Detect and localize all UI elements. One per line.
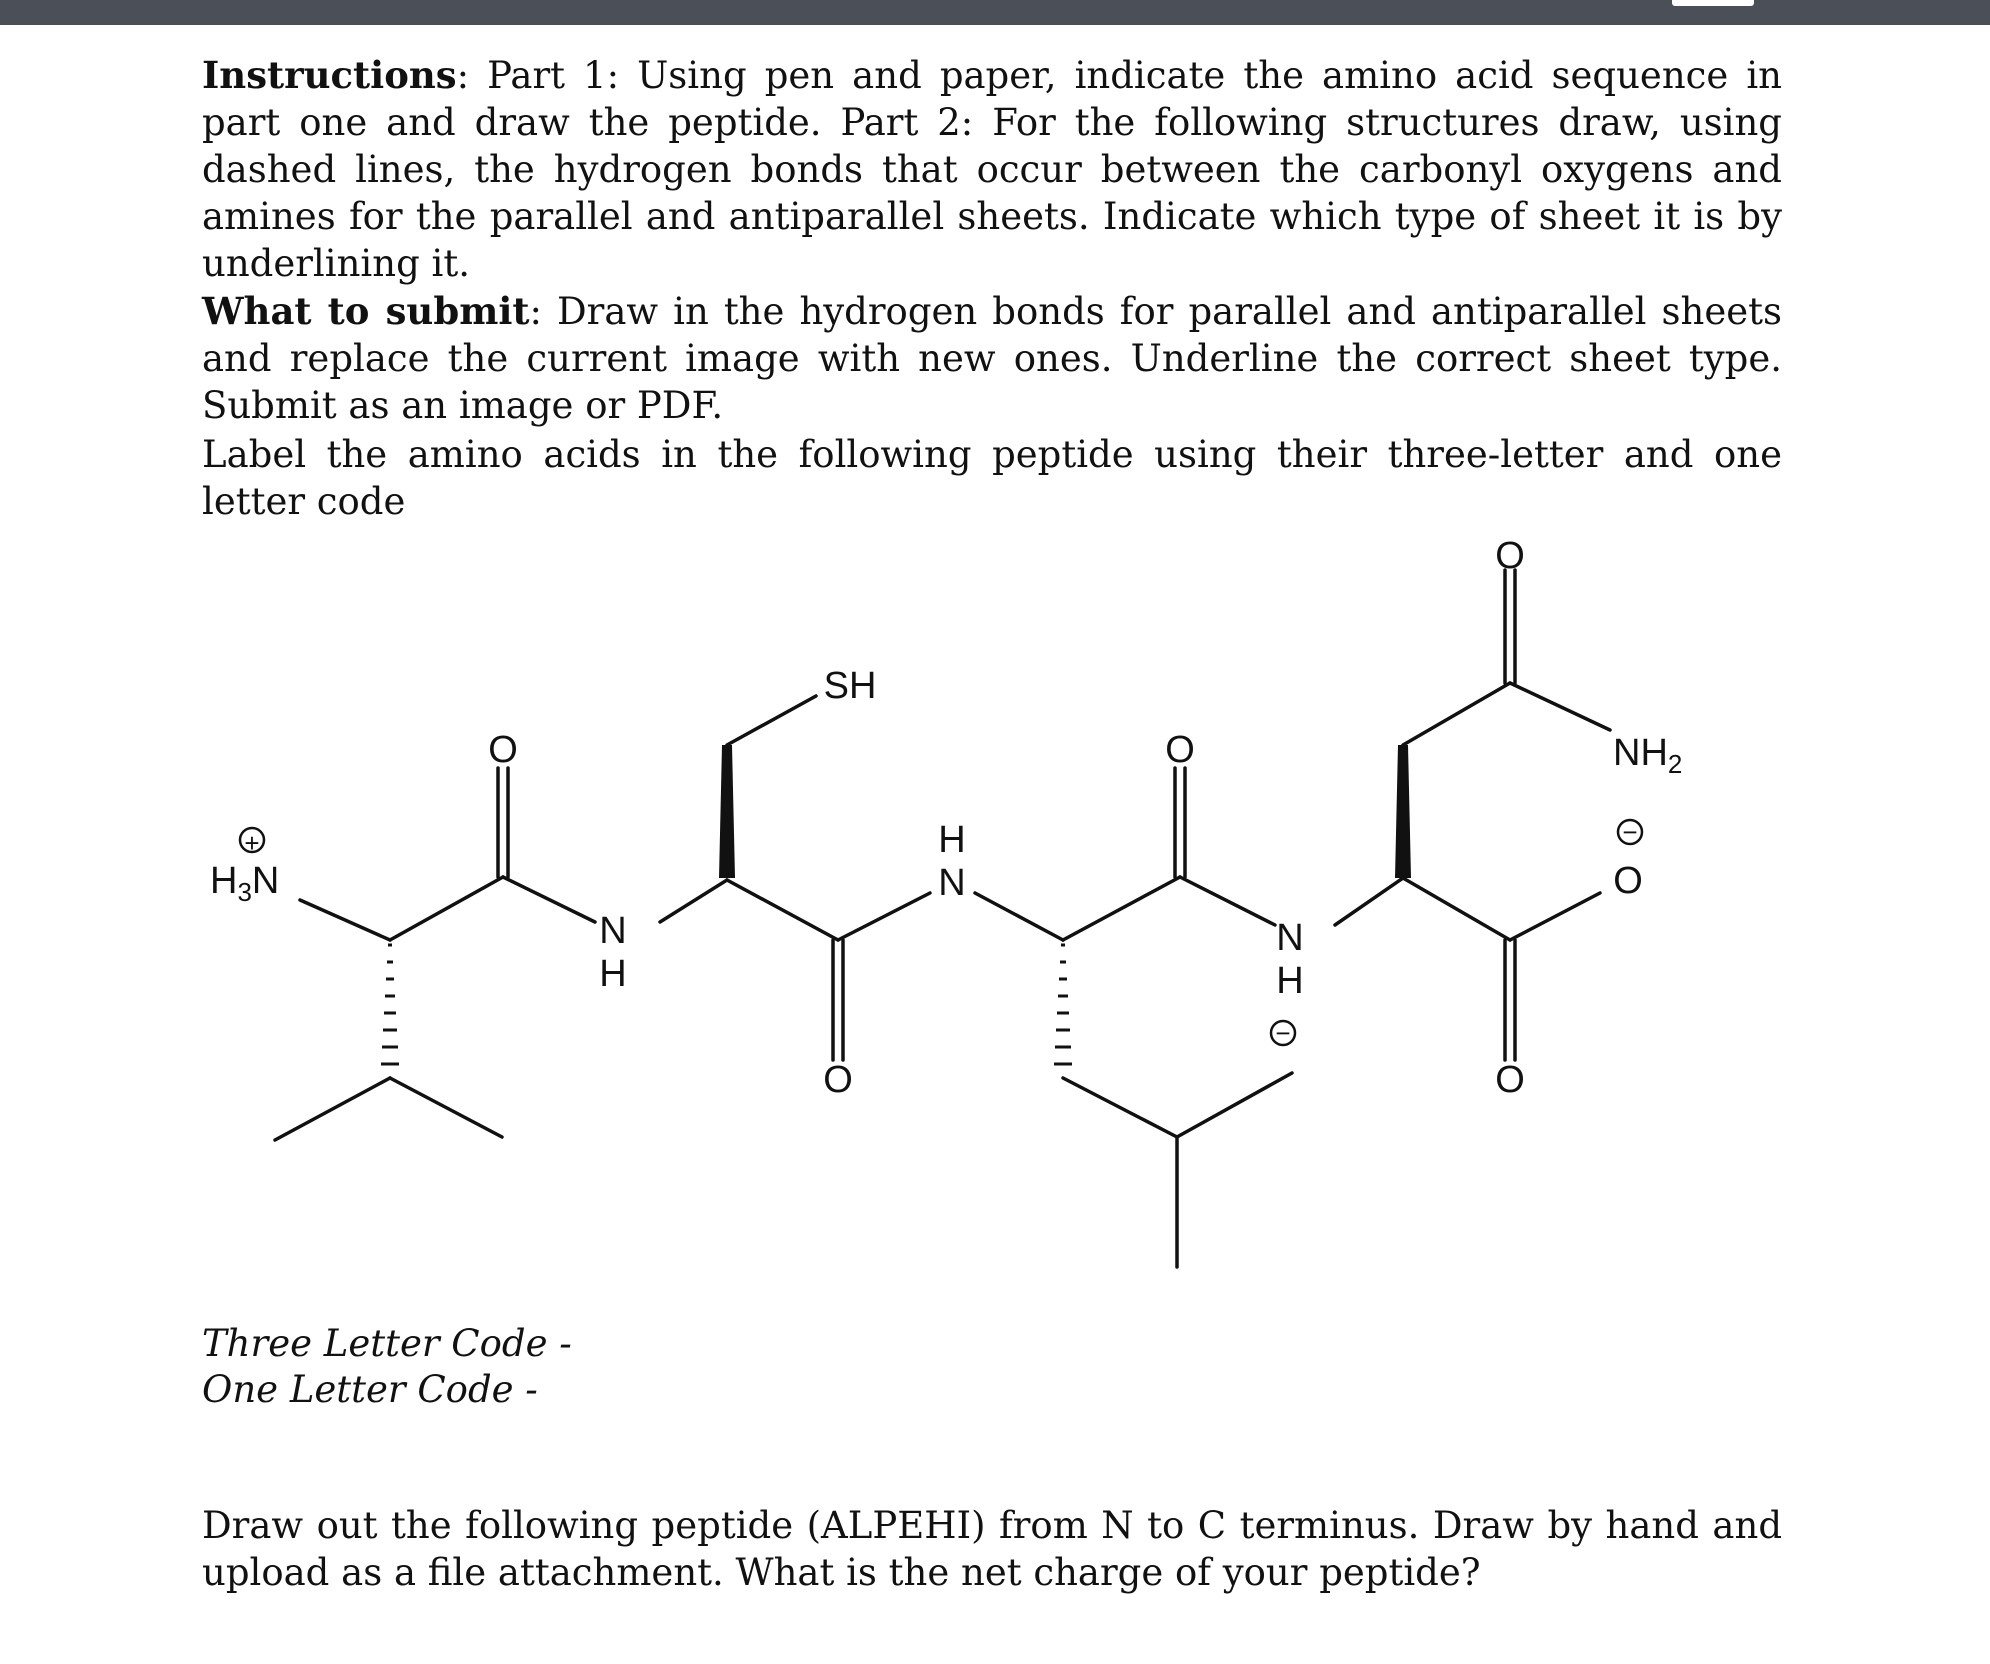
thiol-label: SH (823, 665, 877, 707)
cys-ch2-s (727, 696, 816, 745)
hydrogen-2: H (599, 953, 627, 995)
asn-wedge (1395, 745, 1411, 878)
submit-label: What to submit (202, 289, 530, 333)
bond-n4-ca4 (1335, 878, 1403, 925)
leu-cb-cg (1063, 1078, 1177, 1137)
submit-text: : Draw in the hydrogen bonds for parallel and antiparallel sheets and replace the current image with new ones. Underline the correct sheet type. Submit as an image or PDF. (202, 290, 1782, 427)
bond-c1-n2 (503, 877, 595, 922)
val-methyl-right (390, 1078, 502, 1137)
asn-cb-cg (1403, 683, 1510, 745)
bond-ca4-c4 (1403, 878, 1510, 940)
bond-c2-n3 (838, 893, 930, 940)
cys-wedge (719, 745, 735, 878)
oxygen-side-chain: O (1495, 535, 1525, 577)
bond-n3-ca3 (975, 893, 1063, 940)
asn-cg-nd2 (1510, 683, 1610, 730)
amide-label: $NH_2$ (1613, 732, 1683, 779)
plus-charge: + (244, 828, 260, 858)
bond-c3-n4 (1180, 877, 1275, 925)
oxygen-4: O (1495, 1059, 1525, 1101)
val-methyl-left (275, 1078, 390, 1140)
minus-charge-2: − (1622, 817, 1638, 847)
oxygen-terminal: O (1613, 860, 1643, 902)
bond-n2-ca2 (660, 880, 727, 922)
instructions-label: Instructions (202, 53, 457, 97)
hydrogen-4: H (1276, 960, 1304, 1002)
bond-ca1-c1 (390, 877, 503, 940)
instructions-text: : Part 1: Using pen and paper, indicate the amino acid sequence in part one and draw the peptide. Part 2: For the following structures draw, using dashed lines, the hydrogen bonds that occur between the carbonyl oxygens and amines for the parallel and antiparallel sheets. Indicate which type of sheet it is by underlining it. (202, 54, 1782, 285)
n-terminus-label: $H_3N$ (210, 860, 280, 907)
nitrogen-2: N (599, 910, 627, 952)
oxygen-2: O (823, 1059, 853, 1101)
minus-charge-1: − (1275, 1018, 1291, 1048)
one-letter-code-label: One Letter Code - (202, 1368, 538, 1411)
nitrogen-3: N (938, 862, 966, 904)
oxygen-1: O (488, 729, 518, 771)
draw-prompt: Draw out the following peptide (ALPEHI) from N to C terminus. Draw by hand and upload as a file attachment. What is the net charge of your peptide? (202, 1504, 1782, 1594)
hydrogen-3: H (938, 819, 966, 861)
three-letter-code-label: Three Letter Code - (202, 1322, 572, 1365)
nitrogen-4: N (1276, 917, 1304, 959)
leu-cg-cd1 (1177, 1073, 1292, 1137)
bond-ca2-c2 (727, 880, 838, 940)
label-prompt: Label the amino acids in the following peptide using their three-letter and one letter code (202, 433, 1782, 523)
bond-n-ca1 (300, 900, 390, 940)
bond-ca3-c3 (1063, 877, 1180, 940)
bond-c4-o-terminal (1510, 893, 1600, 940)
oxygen-3: O (1165, 729, 1195, 771)
